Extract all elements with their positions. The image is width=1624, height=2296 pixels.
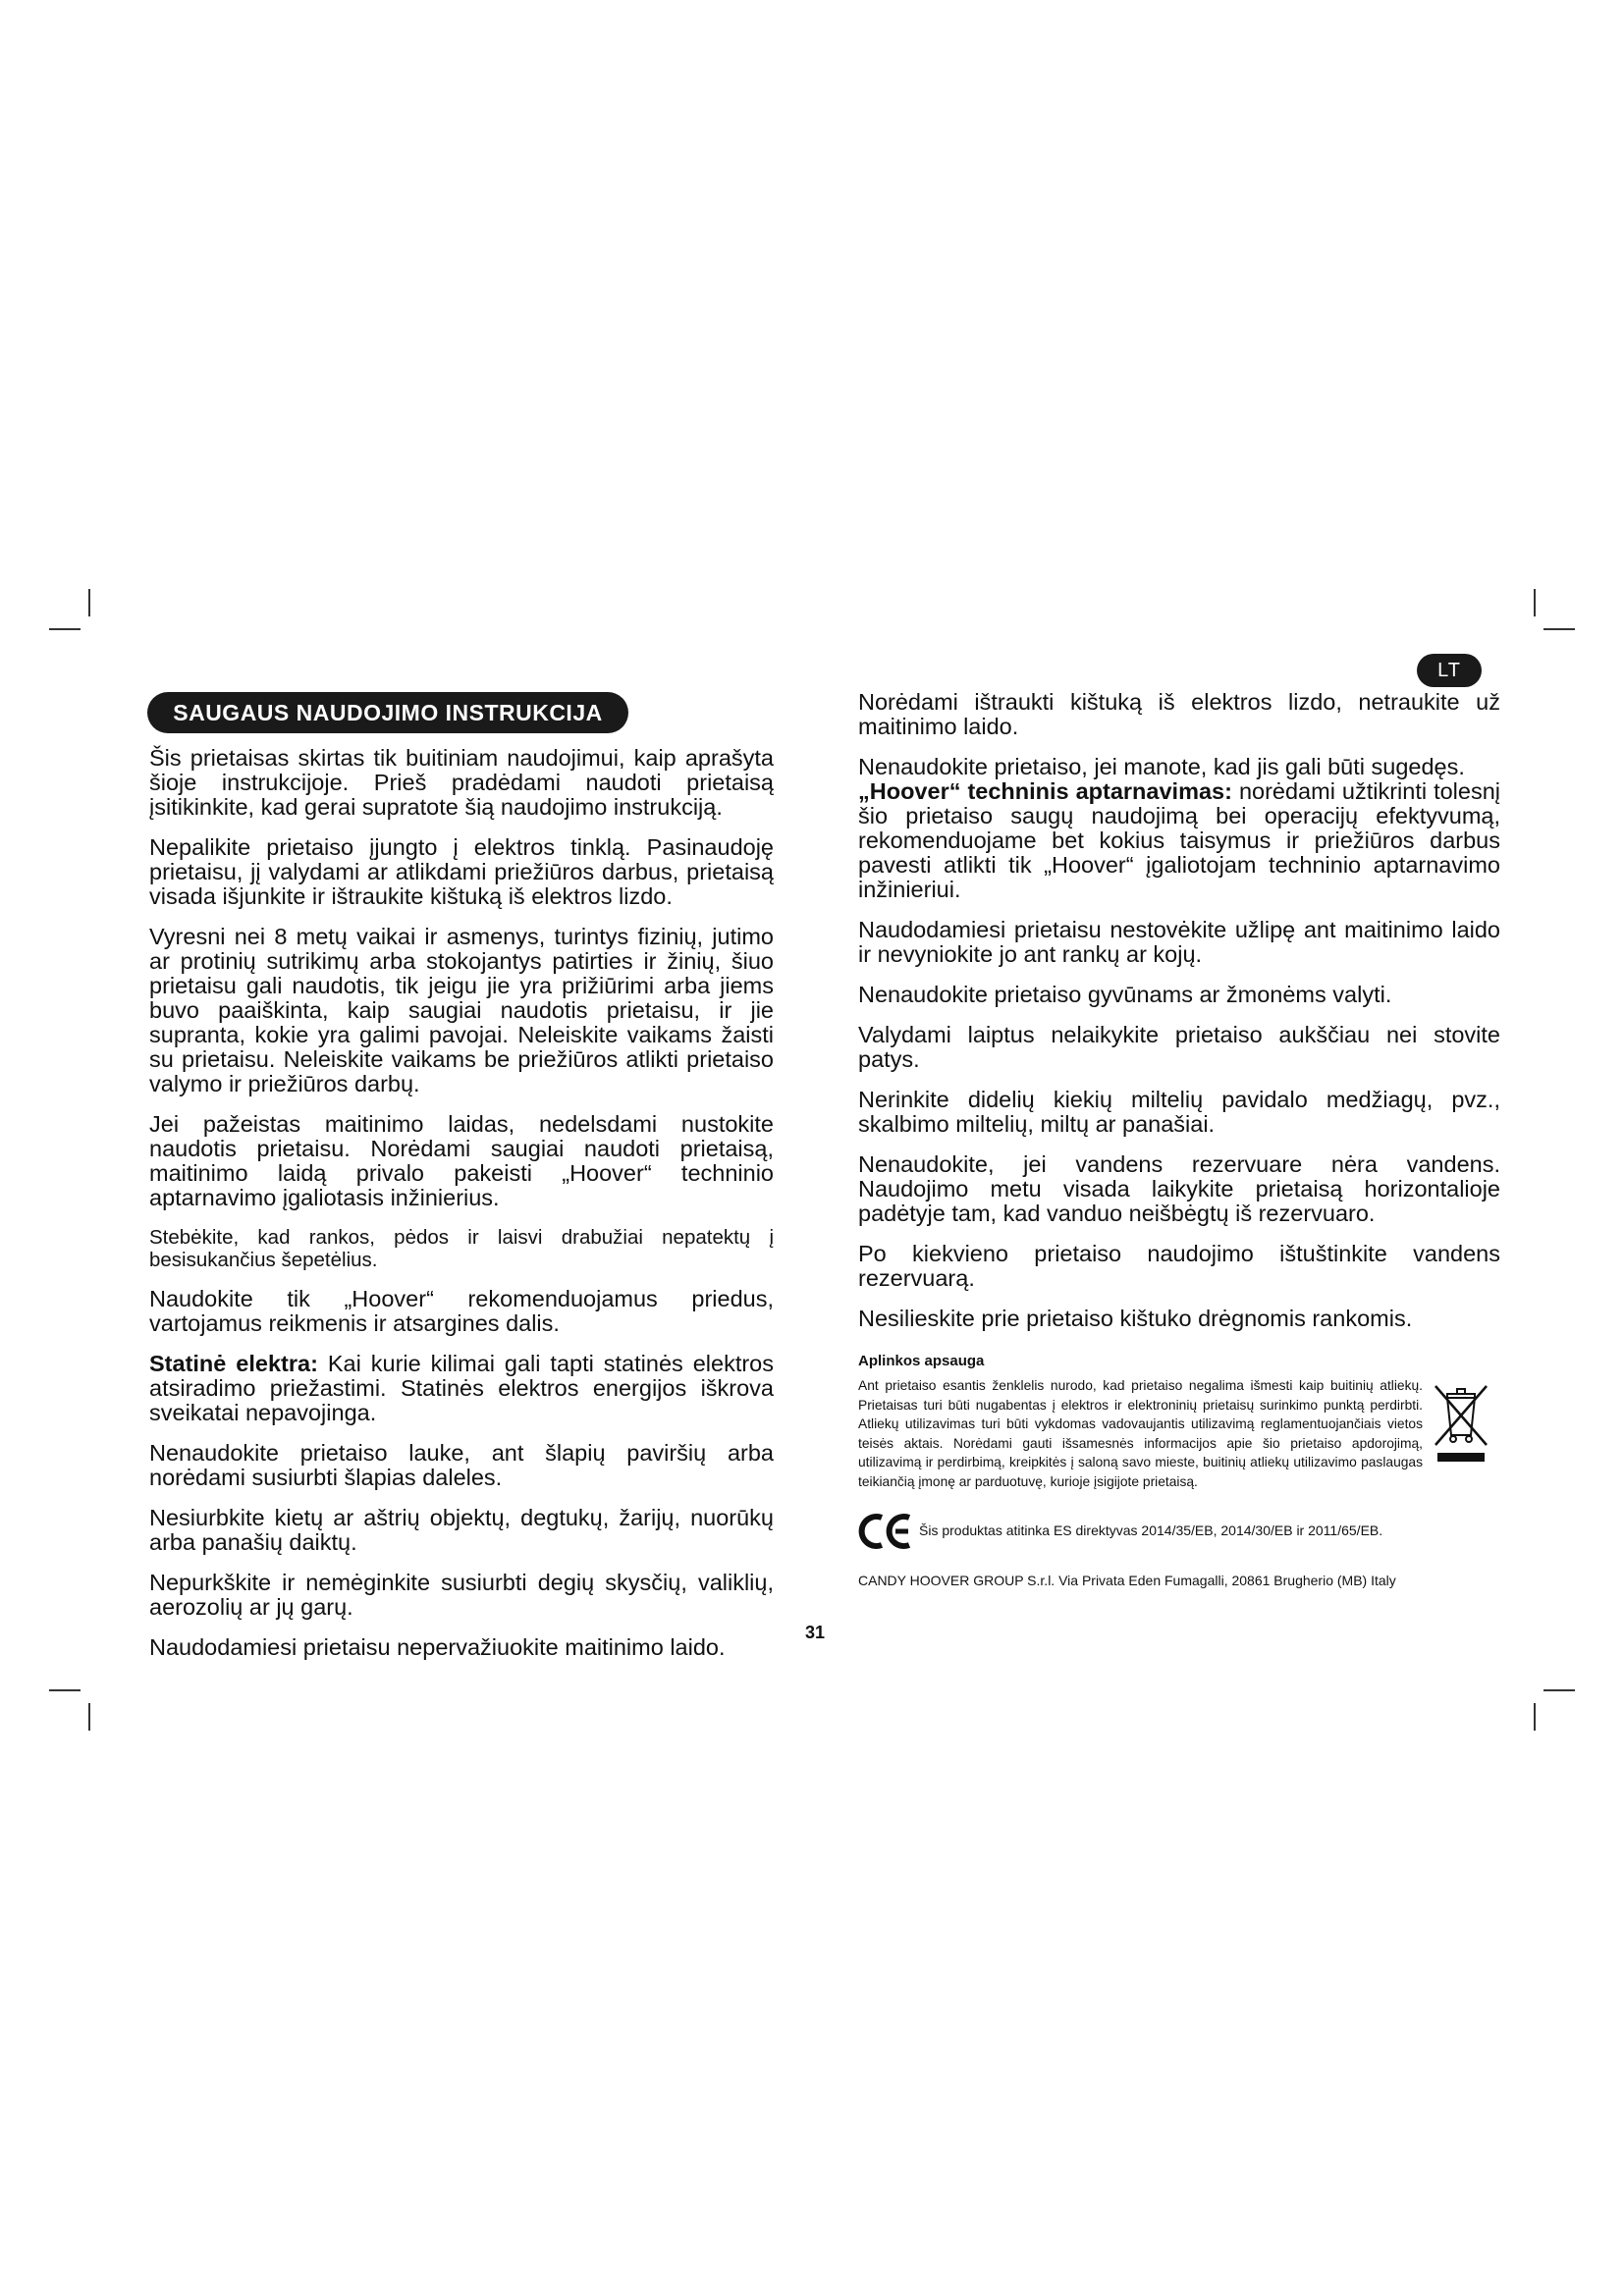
paragraph: Naudodamiesi prietaisu nepervažiuokite maitinimo laido. [149, 1634, 726, 1660]
paragraph: Nepalikite prietaiso įjungto į elektros tinklą. Pasinaudoję prietaisu, jį valydami ar atlikdami priežiūros darbus, prietaisą visada išjunkite ir ištraukite kištuką iš elektros lizdo. [149, 834, 774, 909]
right-column [858, 690, 1500, 1593]
crop-mark [1543, 628, 1575, 630]
paragraph: Vyresni nei 8 metų vaikai ir asmenys, turintys fizinių, jutimo ar protinių sutrikimų arba stokojantys patirties ir žinių, šiuo prietaisu gali naudotis, tik jeigu jie yra prižiūrimi arba jiems buvo paaiškinta, kaip saugiai naudotis prietaisu, ir jie supranta, kokie yra galimi pavojai. Neleiskite vaikams žaisti su prietaisu. Neleiskite vaikams be priežiūros atlikti prietaiso valymo ir priežiūros darbų. [149, 924, 774, 1096]
ce-mark-icon [858, 1512, 913, 1551]
paragraph: Nepurkškite ir nemėginkite susiurbti degių skysčių, valiklių, aerozolių ar jų garų. [149, 1570, 774, 1620]
crop-mark [1543, 1689, 1575, 1691]
paragraph: Nerinkite didelių kiekių miltelių pavidalo medžiagų, pvz., skalbimo miltelių, miltų ar panašiai. [858, 1087, 1500, 1137]
language-badge: LT [1417, 654, 1482, 687]
paragraph: Nenaudokite prietaiso gyvūnams ar žmonėms valyti. [858, 982, 1392, 1007]
paragraph: Nenaudokite, jei vandens rezervuare nėra vandens. Naudojimo metu visada laikykite prietaisą horizontalioje padėtyje tam, kad vanduo neišbėgtų iš rezervuaro. [858, 1151, 1500, 1226]
crop-mark [1534, 589, 1536, 616]
paragraph: Šis prietaisas skirtas tik buitiniam naudojimui, kaip aprašyta šioje instrukcijoje. Prieš pradėdami naudoti prietaisą įsitikinkite, kad gerai supratote šią naudojimo instrukciją. [149, 745, 774, 820]
paragraph: Valydami laiptus nelaikykite prietaiso aukščiau nei stovite patys. [858, 1022, 1500, 1072]
paragraph: Po kiekvieno prietaiso naudojimo ištuštinkite vandens rezervuarą. [858, 1241, 1500, 1291]
paragraph: Naudokite tik „Hoover“ rekomenduojamus priedus, vartojamus reikmenis ir atsargines dalis. [149, 1286, 774, 1336]
weee-crossed-bin-icon [1428, 1380, 1496, 1467]
crop-mark [88, 1703, 90, 1731]
service-text: norėdami užtikrinti tolesnį šio prietaiso saugų naudojimą bei operacijų efektyvumą, rekomenduojame bet kokius taisymus ir priežiūros darbus pavesti atlikti tik „Hoover“ įgaliotojam techninio aptarnavimo inžinieriui. [858, 778, 1500, 902]
environment-title: Aplinkos apsauga [858, 1353, 985, 1369]
static-text: Kai kurie kilimai gali tapti statinės elektros atsiradimo priežastimi. Statinės elektros energijos iškrova sveikatai nepavojinga. [149, 1351, 775, 1425]
page-number: 31 [804, 1623, 826, 1642]
paragraph: Nenaudokite prietaiso lauke, ant šlapių paviršių arba norėdami susiurbti šlapias daleles. [149, 1440, 774, 1490]
paragraph: Naudodamiesi prietaisu nestovėkite užlipę ant maitinimo laido ir nevyniokite jo ant rankų ar kojų. [858, 917, 1500, 967]
ce-line [858, 1512, 1500, 1551]
crop-mark [49, 1689, 81, 1691]
crop-mark [88, 589, 90, 616]
crop-mark [1534, 1703, 1536, 1731]
paragraph: Nesiurbkite kietų ar aštrių objektų, degtukų, žarijų, nuorūkų arba panašių daiktų. [149, 1505, 774, 1555]
paragraph: Norėdami ištraukti kištuką iš elektros lizdo, netraukite už maitinimo laido. [858, 689, 1500, 739]
environment-text: Ant prietaiso esantis ženklelis nurodo, kad prietaiso negalima išmesti kaip buitinių atliekų. Prietaisas turi būti nugabentas į elektros ir elektroninių prietaisų surinkimo punktą perdirbti. Atliekų utilizavimas turi būti vykdomas vadovaujantis utilizavimą reglamentuojančiais vietos teisės aktais. Norėdami gauti išsamesnės informacijos apie šio prietaiso apdorojimą, utilizavimą ir perdirbimą, kreipkitės į saloną savo mieste, buitinių atliekų utilizavimo paslaugas teikiančią įmonę ar parduotuvę, kurioje įsigijote prietaisą. [858, 1378, 1423, 1489]
crop-mark [49, 628, 81, 630]
static-electricity-paragraph [149, 1352, 774, 1425]
service-lead: „Hoover“ techninis aptarnavimas: [858, 778, 1232, 804]
paragraph: Stebėkite, kad rankos, pėdos ir laisvi drabužiai nepatektų į besisukančius šepetėlius. [149, 1226, 774, 1271]
paragraph: Nesilieskite prie prietaiso kištuko drėgnomis rankomis. [858, 1306, 1413, 1331]
ce-declaration: Šis produktas atitinka ES direktyvas 2014/35/EB, 2014/30/EB ir 2011/65/EB. [919, 1522, 1383, 1539]
left-column [149, 746, 774, 1676]
service-paragraph [858, 755, 1500, 902]
company-address: CANDY HOOVER GROUP S.r.l. Via Privata Eden Fumagalli, 20861 Brugherio (MB) Italy [858, 1572, 1396, 1588]
service-pre: Nenaudokite prietaiso, jei manote, kad jis gali būti sugedęs. [858, 754, 1465, 779]
section-title: SAUGAUS NAUDOJIMO INSTRUKCIJA [147, 692, 628, 733]
static-lead: Statinė elektra: [149, 1351, 318, 1376]
environment-block [858, 1376, 1500, 1492]
paragraph: Jei pažeistas maitinimo laidas, nedelsdami nustokite naudotis prietaisu. Norėdami saugiai naudoti prietaisą, maitinimo laidą privalo pakeisti „Hoover“ techninio aptarnavimo įgaliotasis inžinierius. [149, 1111, 774, 1210]
